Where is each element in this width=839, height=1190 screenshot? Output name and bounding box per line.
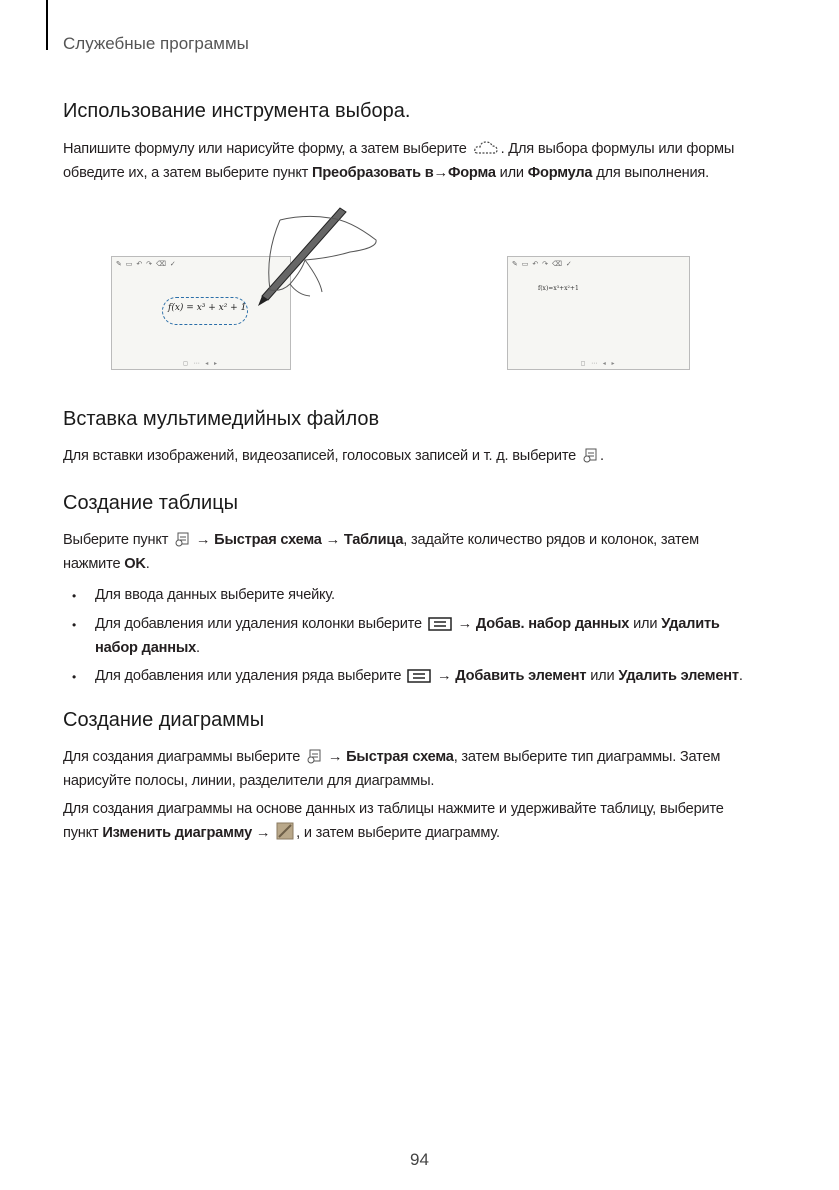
delete-dataset-label: Удалить [661,616,720,632]
create-chart-line-1: Для создания диаграммы выберите → Быстрая схема, затем выберите тип диаграммы. Затем [63,749,721,765]
page-number: 94 [410,1150,429,1169]
insert-media-icon [582,447,598,463]
screenshot-after [507,256,690,370]
bullet-icon: • [72,670,77,684]
heading-create-table: Создание таблицы [63,492,239,514]
insert-media-text: Для вставки изображений, видеозаписей, голосовых записей и т. д. выберите . [63,448,604,464]
table-bullet-1: Для ввода данных выберите ячейку. [95,587,335,603]
hand-with-pen-illustration [210,200,390,320]
selection-tool-line-1: Напишите формулу или нарисуйте форму, а затем выберите . Для выбора формулы или формы [63,141,735,157]
header-rule [46,0,48,50]
chart-style-icon [276,822,294,840]
heading-insert-media: Вставка мультимедийных файлов [63,408,380,430]
selection-cloud-icon [473,140,499,156]
table-bullet-2: Для добавления или удаления колонки выберите → Добав. набор данных или Удалить [95,616,720,632]
converted-formula: f(x)=x³+x²+1 [538,285,579,292]
quick-scheme-label: Быстрая схема [346,749,454,765]
add-dataset-label: Добав. набор данных [475,616,630,632]
screenshot-nav-bar: ◻ ⋯ ◂ ▸ [182,361,219,367]
create-chart-line-4: пункт Изменить диаграмму → , и затем выберите диаграмму. [63,821,783,845]
create-table-line-2: нажмите OK. [63,556,150,572]
formula-label: Формула [527,165,593,181]
create-table-line-1: Выберите пункт → Быстрая схема → Таблица, задайте количество рядов и колонок, затем [63,532,700,548]
screenshot-nav-bar: ◻ ⋯ ◂ ▸ [580,361,617,367]
table-label: Таблица [343,532,404,548]
handwritten-formula: f(x) = x³ + x² + 1 [168,303,247,313]
heading-create-chart: Создание диаграммы [63,709,265,731]
delete-item-label: Удалить элемент [618,668,739,684]
convert-to-label: Преобразовать в [312,165,434,181]
edit-chart-label: Изменить диаграмму [102,825,252,841]
shape-label: Форма [447,165,496,181]
table-bullet-3: Для добавления или удаления ряда выберите → Добавить элемент или Удалить элемент. [95,668,743,684]
ok-label: OK [124,556,146,572]
quick-scheme-label: Быстрая схема [214,532,322,548]
screenshot-toolbar: ✎ ▭ ↶ ↷ ⌫ ✓ [116,261,177,268]
insert-media-icon [174,531,190,547]
screenshot-toolbar: ✎ ▭ ↶ ↷ ⌫ ✓ [512,261,573,268]
heading-selection-tool: Использование инструмента выбора. [63,100,411,122]
insert-media-icon [306,748,322,764]
create-chart-line-2: нарисуйте полосы, линии, разделители для диаграммы. [63,773,435,789]
bullet-icon: • [72,618,77,632]
menu-icon [428,617,452,631]
add-item-label: Добавить элемент [455,668,587,684]
table-bullet-2-cont: набор данных. [95,640,200,656]
section-label: Служебные программы [63,34,249,53]
create-chart-line-3: Для создания диаграммы на основе данных из таблицы нажмите и удерживайте таблицу, выберите [63,801,724,817]
menu-icon [407,669,431,683]
bullet-icon: • [72,589,77,603]
selection-tool-line-2: обведите их, а затем выберите пункт Преобразовать в→Форма или Формула для выполнения. [63,165,709,181]
